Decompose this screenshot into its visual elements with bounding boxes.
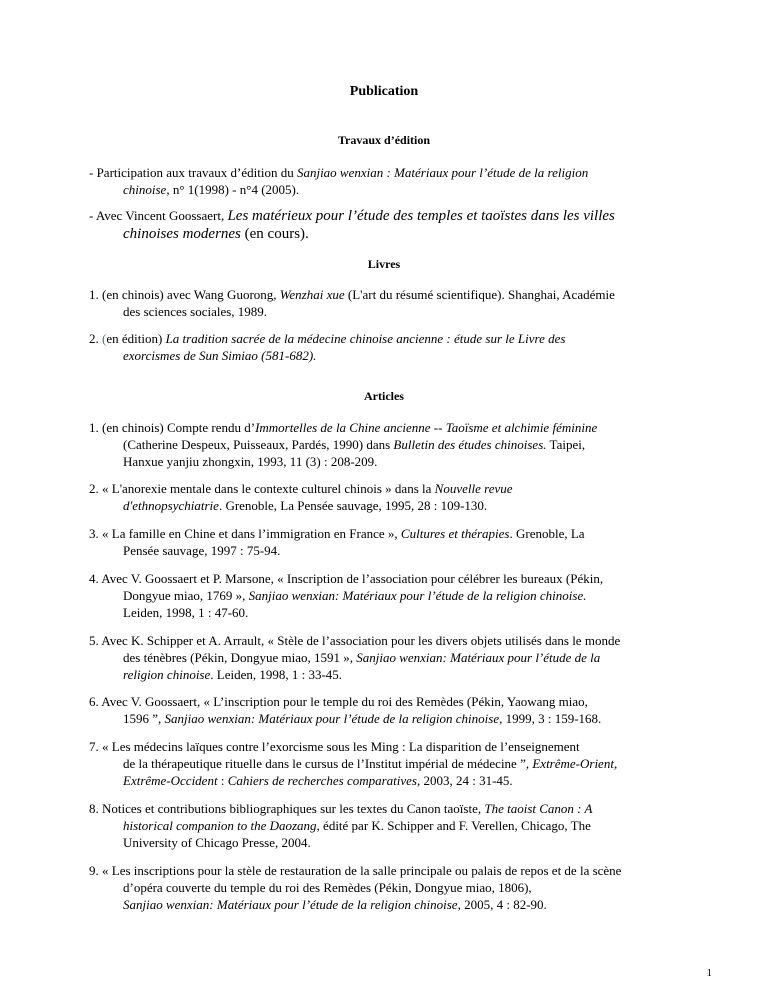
entry-line bbox=[89, 525, 689, 542]
article-entry-2 bbox=[89, 480, 689, 514]
book-entry-1 bbox=[89, 286, 689, 320]
article-entry-6 bbox=[89, 693, 689, 727]
entry-title-italic: Bulletin des études chinoises. bbox=[393, 437, 547, 452]
article-entry-7 bbox=[89, 738, 689, 789]
entry-text: : bbox=[217, 773, 228, 788]
entry-text: , n° 1(1998) - n°4 (2005). bbox=[166, 182, 300, 197]
entry-line bbox=[89, 207, 689, 225]
entry-title-italic: Extrême-Orient, bbox=[532, 756, 618, 771]
entry-line bbox=[89, 649, 689, 666]
entry-text: . Grenoble, La bbox=[509, 526, 585, 541]
entry-text: Dongyue miao, 1769 », bbox=[123, 588, 249, 603]
section-heading-editions: Travaux d’édition bbox=[337, 133, 431, 147]
entry-line: University of Chicago Presse, 2004. bbox=[123, 835, 311, 850]
entry-title-italic: Cultures et thérapies bbox=[400, 526, 510, 541]
entry-line: 7. « Les médecins laïques contre l’exorcisme sous les Ming : La disparition de l’enseignement bbox=[89, 739, 580, 754]
section-heading-books: Livres bbox=[367, 257, 401, 271]
entry-line bbox=[89, 419, 689, 436]
entry-line: des sciences sociales, 1989. bbox=[123, 304, 268, 319]
edition-entry-2 bbox=[89, 207, 689, 243]
entry-line bbox=[89, 436, 689, 453]
entry-title-italic: Sanjiao wenxian : Matériaux pour l’étude de la religion bbox=[296, 165, 589, 180]
entry-text: 2. « L'anorexie mentale dans le contexte culturel chinois » dans la bbox=[89, 481, 435, 496]
entry-title-italic: Wenzhai xue bbox=[279, 287, 345, 302]
entry-title-italic: Sanjiao wenxian: Matériaux pour l’étude de la religion chinoise bbox=[164, 711, 500, 726]
entry-line bbox=[89, 896, 689, 913]
entry-title-italic: Immortelles de la Chine ancienne -- Taoïsme et alchimie féminine bbox=[255, 420, 598, 435]
article-entry-3 bbox=[89, 525, 689, 559]
entry-paren: ( bbox=[102, 331, 107, 346]
entry-text: 8. Notices et contributions bibliographiques sur les textes du Canon taoïste, bbox=[89, 801, 485, 816]
entry-title-italic: chinoises modernes bbox=[123, 226, 241, 242]
article-entry-9 bbox=[89, 862, 689, 913]
entry-line: 6. Avec V. Goossaert, « L’inscription pour le temple du roi des Remèdes (Pékin, Yaowang miao, bbox=[89, 694, 588, 709]
entry-line bbox=[89, 225, 689, 243]
article-entry-5 bbox=[89, 632, 689, 683]
entry-title-italic: exorcismes de Sun Simiao (581-682). bbox=[123, 348, 317, 363]
entry-line bbox=[89, 286, 689, 303]
entry-title-italic: chinoise bbox=[123, 182, 167, 197]
entry-line bbox=[89, 772, 689, 789]
entry-text: , 2005, 4 : 82-90. bbox=[457, 897, 547, 912]
entry-text: (L'art du résumé scientifique). Shanghai, Académie bbox=[344, 287, 615, 302]
entry-title-italic: Sanjiao wenxian: Matériaux pour l’étude de la bbox=[356, 650, 601, 665]
entry-text: 1. (en chinois) Compte rendu d’ bbox=[89, 420, 256, 435]
entry-title-italic: Extrême-Occident bbox=[123, 773, 218, 788]
entry-title-italic: d'ethnopsychiatrie bbox=[123, 498, 219, 513]
entry-line bbox=[89, 480, 689, 497]
entry-line bbox=[89, 817, 689, 834]
article-entry-8 bbox=[89, 800, 689, 851]
entry-text: - Participation aux travaux d’édition du bbox=[89, 165, 297, 180]
entry-text: (en cours). bbox=[240, 226, 309, 242]
entry-line: Leiden, 1998, 1 : 47-60. bbox=[123, 605, 249, 620]
entry-line bbox=[89, 181, 689, 198]
entry-text: de la thérapeutique rituelle dans le cursus de l’Institut impérial de médecine ”, bbox=[123, 756, 533, 771]
entry-line bbox=[89, 497, 689, 514]
page-title: Publication bbox=[349, 84, 419, 99]
entry-title-italic: Les matérieux pour l’étude des temples et taoïstes dans les villes bbox=[227, 208, 615, 224]
entry-title-italic: historical companion to the Daozang bbox=[123, 818, 317, 833]
entry-text: 3. « La famille en Chine et dans l’immigration en France », bbox=[89, 526, 401, 541]
entry-text: en édition) bbox=[106, 331, 166, 346]
entry-line bbox=[89, 666, 689, 683]
book-entry-2 bbox=[89, 330, 689, 364]
entry-text: , 1999, 3 : 159-168. bbox=[499, 711, 602, 726]
edition-entry-1 bbox=[89, 164, 689, 198]
article-entry-4 bbox=[89, 570, 689, 621]
entry-text: des ténèbres (Pékin, Dongyue miao, 1591 », bbox=[123, 650, 357, 665]
entry-line bbox=[89, 587, 689, 604]
entry-title-italic: Nouvelle revue bbox=[434, 481, 513, 496]
entry-text: . Leiden, 1998, 1 : 33-45. bbox=[210, 667, 343, 682]
entry-line bbox=[89, 164, 689, 181]
entry-text: (Catherine Despeux, Puisseaux, Pardés, 1990) dans bbox=[123, 437, 394, 452]
entry-text: 1596 ”, bbox=[123, 711, 165, 726]
entry-title-italic: Cahiers de recherches comparatives bbox=[227, 773, 417, 788]
entry-title-italic: Sanjiao wenxian: Matériaux pour l’étude de la religion chinoise bbox=[123, 897, 458, 912]
entry-line bbox=[89, 330, 689, 347]
entry-title-italic: religion chinoise bbox=[123, 667, 211, 682]
entry-text: - Avec Vincent Goossaert, bbox=[89, 208, 228, 223]
page-number: 1 bbox=[706, 967, 712, 979]
article-entry-1 bbox=[89, 419, 689, 470]
entry-line: 5. Avec K. Schipper et A. Arrault, « Stèle de l’association pour les divers objets utilisés dans le monde bbox=[89, 633, 621, 648]
entry-line: 4. Avec V. Goossaert et P. Marsone, « Inscription de l’association pour célébrer les bureaux (Pékin, bbox=[89, 571, 604, 586]
entry-line bbox=[89, 755, 689, 772]
entry-line: Hanxue yanjiu zhongxin, 1993, 11 (3) : 208-209. bbox=[123, 454, 378, 469]
entry-text: , édité par K. Schipper and F. Verellen, Chicago, The bbox=[316, 818, 591, 833]
entry-line bbox=[89, 347, 689, 364]
entry-text: Taipei, bbox=[546, 437, 586, 452]
entry-text: 1. (en chinois) avec Wang Guorong, bbox=[89, 287, 280, 302]
entry-line bbox=[89, 800, 689, 817]
entry-line: 9. « Les inscriptions pour la stèle de restauration de la salle principale ou palais de repos et de la scène bbox=[89, 863, 622, 878]
entry-title-italic: La tradition sacrée de la médecine chinoise ancienne : étude sur le Livre des bbox=[165, 331, 566, 346]
entry-text: . Grenoble, La Pensée sauvage, 1995, 28 : 109-130. bbox=[218, 498, 488, 513]
entry-line bbox=[89, 710, 689, 727]
entry-text: , 2003, 24 : 31-45. bbox=[416, 773, 513, 788]
entry-title-italic: The taoist Canon : A bbox=[484, 801, 593, 816]
entry-number: 2. bbox=[89, 331, 102, 346]
entry-title-italic: Sanjiao wenxian: Matériaux pour l’étude de la religion chinoise. bbox=[248, 588, 587, 603]
entry-line: Pensée sauvage, 1997 : 75-94. bbox=[123, 543, 281, 558]
section-heading-articles: Articles bbox=[364, 389, 404, 403]
entry-line: d’opéra couverte du temple du roi des Remèdes (Pékin, Dongyue miao, 1806), bbox=[123, 880, 532, 895]
